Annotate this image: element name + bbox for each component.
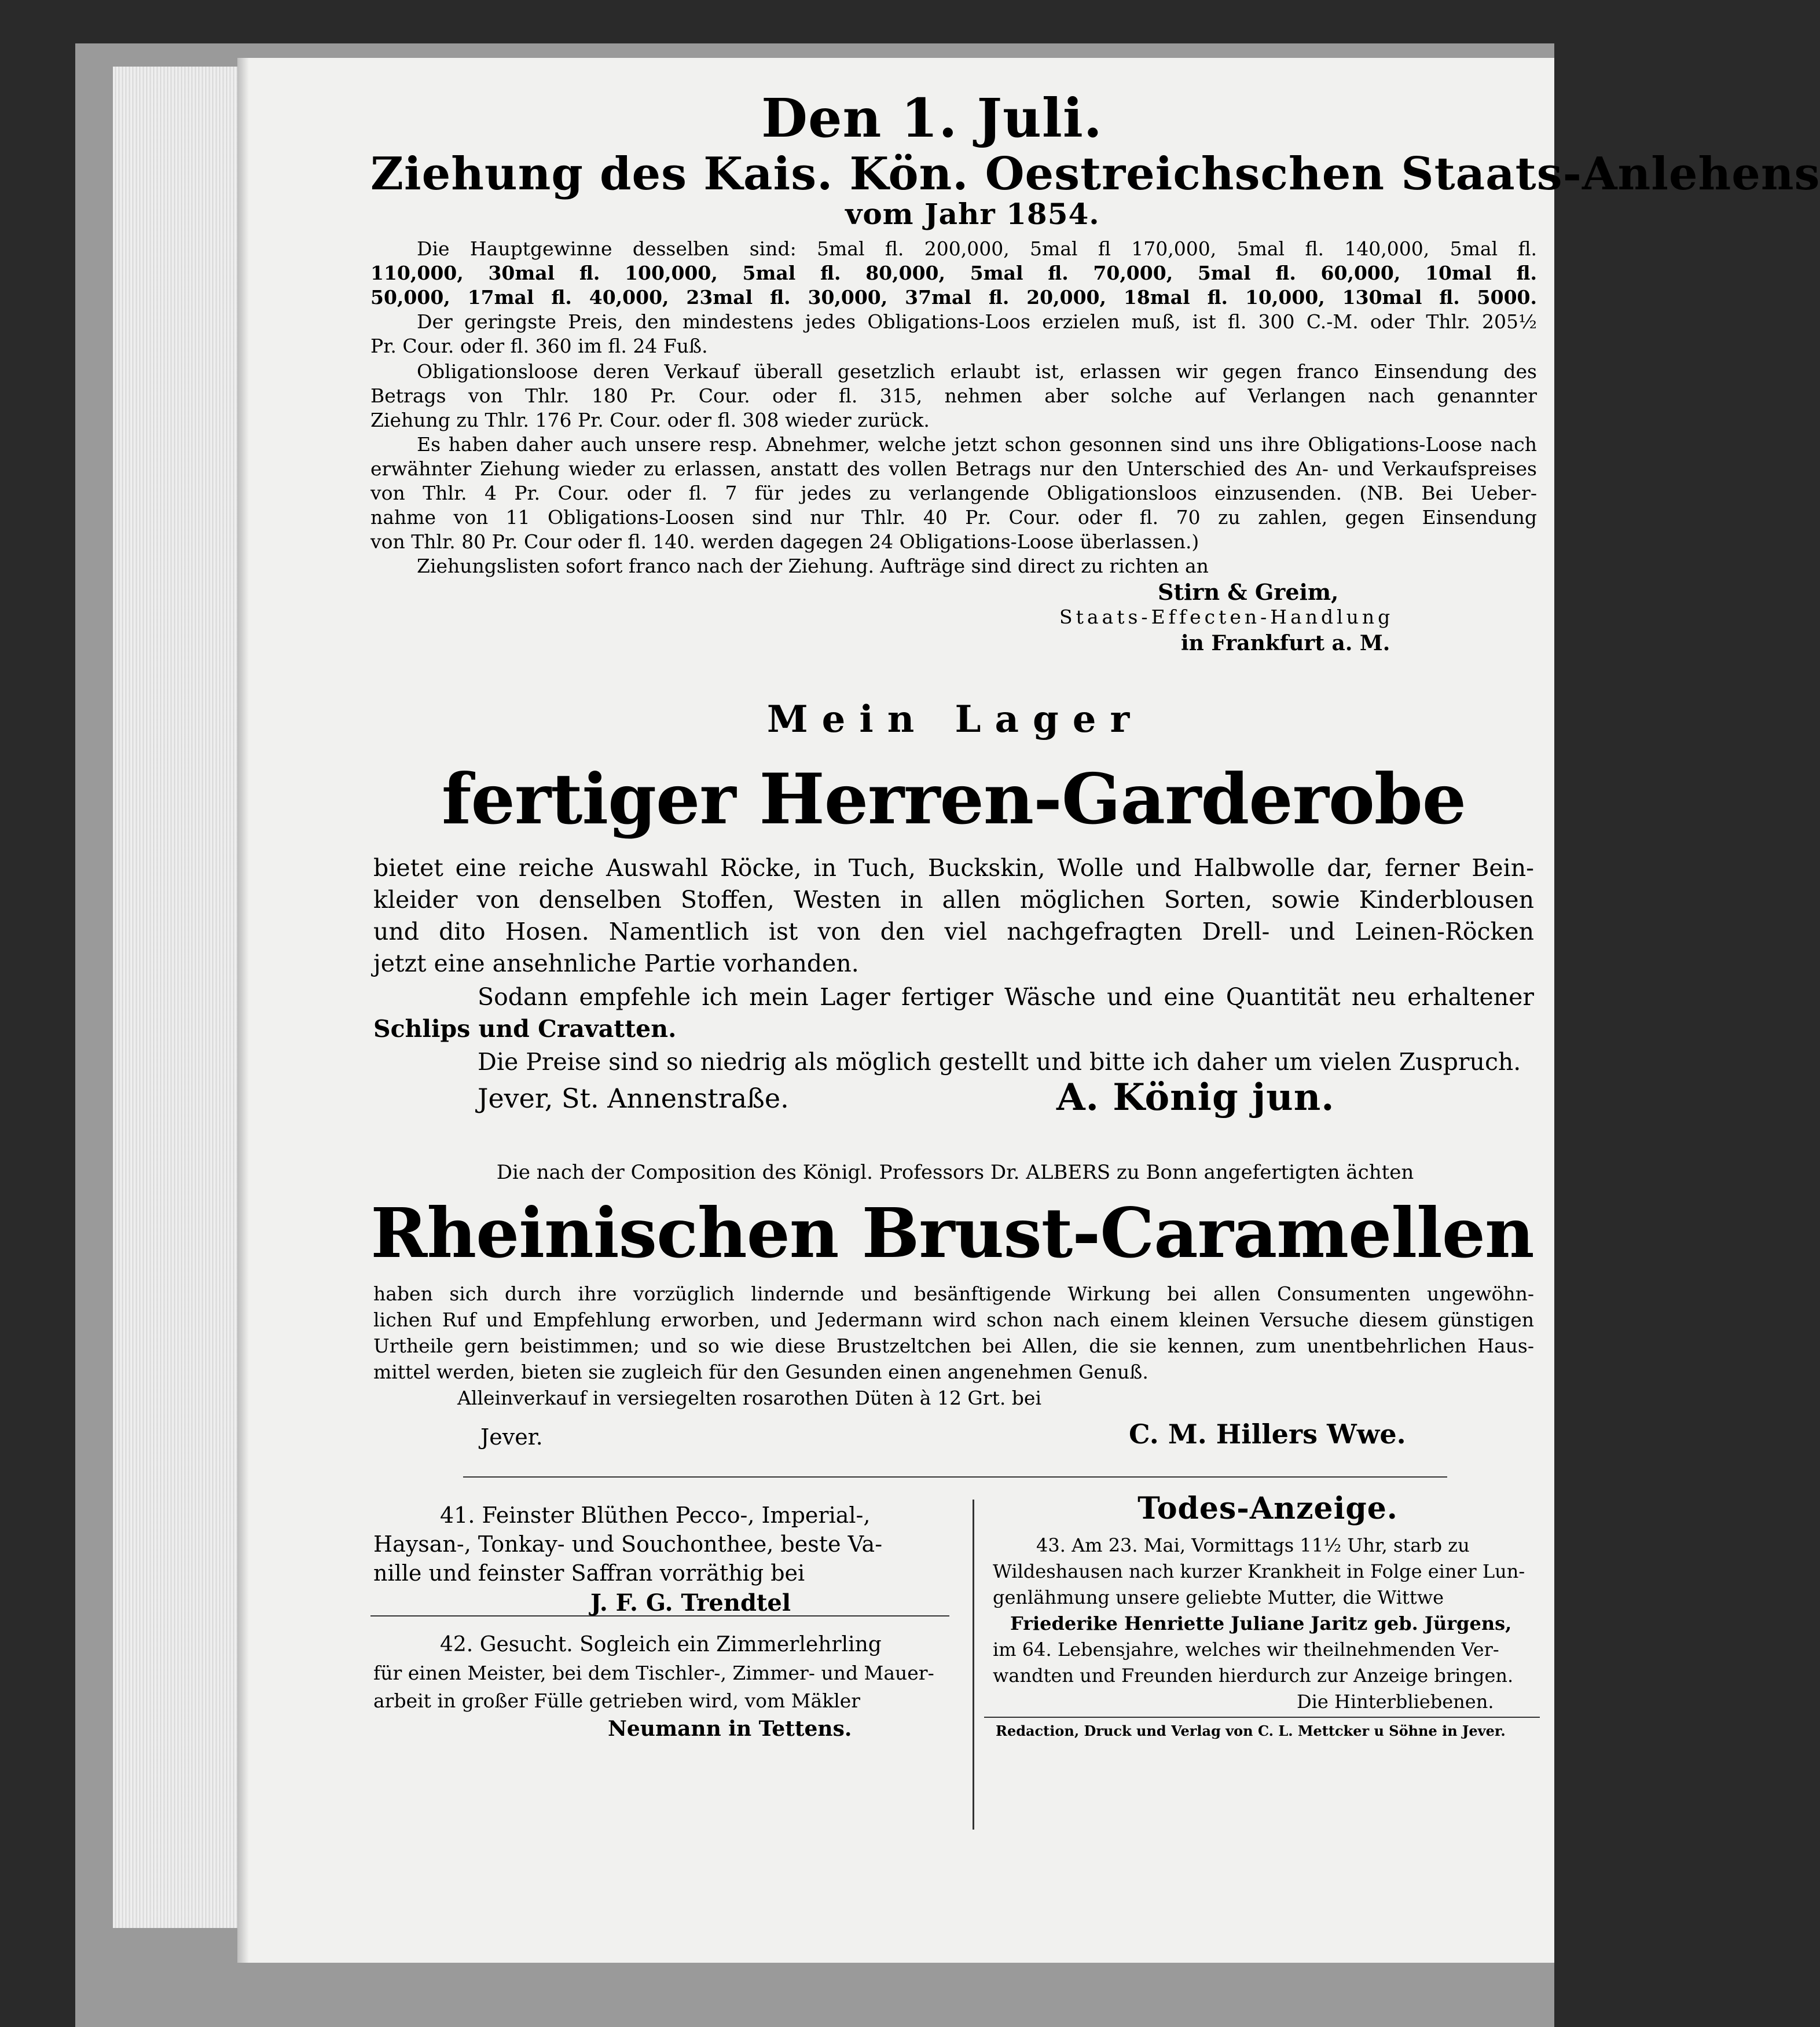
ad1-line: Die Hauptgewinne desselben sind: 5mal fl. 200,000, 5mal fl 170,000, 5mal fl. 140,000, 5mal fl. bbox=[417, 237, 1537, 260]
ad2-line: bietet eine reiche Auswahl Röcke, in Tuch, Buckskin, Wolle und Halbwolle dar, ferner Bein- bbox=[373, 854, 1534, 882]
ad3-line: lichen Ruf und Empfehlung erworben, und Jedermann wird schon nach einem kleinen Versuche diesem günstigen bbox=[373, 1308, 1534, 1331]
ad43-line: Friederike Henriette Juliane Jaritz geb. Jürgens, bbox=[1010, 1612, 1512, 1634]
ad1-line: Ziehungslisten sofort franco nach der Ziehung. Aufträge sind direct zu richten an bbox=[417, 555, 1209, 577]
ad2-line: kleider von denselben Stoffen, Westen in allen möglichen Sorten, sowie Kinderblousen bbox=[373, 886, 1534, 914]
ad1-line: Der geringste Preis, den mindestens jedes Obligations-Loos erzielen muß, ist fl. 300 C.-M. oder Thlr. 205½ bbox=[417, 310, 1537, 333]
ad42-signature: Neumann in Tettens. bbox=[608, 1717, 852, 1741]
ad1-line: Es haben daher auch unsere resp. Abnehmer, welche jetzt schon gesonnen sind uns ihre Obligations-Loose nach bbox=[417, 433, 1537, 456]
ad2-line: Sodann empfehle ich mein Lager fertiger Wäsche und eine Quantität neu erhaltener bbox=[478, 983, 1534, 1011]
ad42-line: für einen Meister, bei dem Tischler-, Zimmer- und Mauer- bbox=[373, 1662, 934, 1684]
ad1-subtitle: vom Jahr 1854. bbox=[845, 197, 1100, 231]
ad1-signature: Staats-Effecten-Handlung bbox=[1059, 606, 1394, 628]
ad1-line: Obligationsloose deren Verkauf überall gesetzlich erlaubt ist, erlassen wir gegen franco Einsendung des bbox=[417, 360, 1537, 383]
ad43-signature: Die Hinterbliebenen. bbox=[1297, 1691, 1494, 1713]
ad43-line: genlähmung unsere geliebte Mutter, die Wittwe bbox=[993, 1586, 1444, 1608]
ad1-line: Betrags von Thlr. 180 Pr. Cour. oder fl. 315, nehmen aber solche auf Verlangen nach genannter bbox=[370, 384, 1537, 407]
ad3-title: Rheinischen Brust-Caramellen bbox=[370, 1193, 1534, 1273]
ad3-signature: C. M. Hillers Wwe. bbox=[1129, 1418, 1406, 1450]
ad1-line: 110,000, 30mal fl. 100,000, 5mal fl. 80,000, 5mal fl. 70,000, 5mal fl. 60,000, 10mal fl. bbox=[370, 262, 1537, 284]
ad41-signature: J. F. G. Trendtel bbox=[590, 1589, 791, 1617]
ad2-signature: A. König jun. bbox=[1056, 1076, 1335, 1119]
ad3-place: Jever. bbox=[480, 1424, 543, 1450]
ad1-line: nahme von 11 Obligations-Loosen sind nur Thlr. 40 Pr. Cour. oder fl. 70 zu zahlen, gegen Einsendung bbox=[370, 506, 1537, 529]
separator-line bbox=[463, 1476, 1447, 1478]
ad2-line: und dito Hosen. Namentlich ist von den viel nachgefragten Drell- und Leinen-Röcken bbox=[373, 918, 1534, 945]
ad43-line: 43. Am 23. Mai, Vormittags 11½ Uhr, starb zu bbox=[1036, 1534, 1470, 1556]
ad2-line: Die Preise sind so niedrig als möglich gestellt und bitte ich daher um vielen Zuspruch. bbox=[478, 1048, 1521, 1076]
ad1-line: von Thlr. 80 Pr. Cour oder fl. 140. werden dagegen 24 Obligations-Loose überlassen.) bbox=[370, 530, 1199, 553]
ad1-signature: in Frankfurt a. M. bbox=[1181, 631, 1390, 655]
ad2-line: Schlips und Cravatten. bbox=[373, 1015, 677, 1043]
ad1-line: erwähnter Ziehung wieder zu erlassen, anstatt des vollen Betrags nur den Unterschied des An- und Verkaufspreises bbox=[370, 457, 1537, 480]
ad2-place: Jever, St. Annenstraße. bbox=[478, 1083, 789, 1114]
ad1-title: Ziehung des Kais. Kön. Oestreichschen Staats-Anlehens bbox=[370, 148, 1820, 200]
ad41-line: nille und feinster Saffran vorräthig bei bbox=[373, 1560, 805, 1586]
ad43-heading: Todes-Anzeige. bbox=[1138, 1491, 1398, 1526]
imprint: Redaction, Druck und Verlag von C. L. Mettcker u Söhne in Jever. bbox=[996, 1722, 1506, 1739]
separator-line bbox=[984, 1717, 1540, 1718]
ad3-line: mittel werden, bieten sie zugleich für den Gesunden einen angenehmen Genuß. bbox=[373, 1361, 1148, 1383]
ad1-line: Ziehung zu Thlr. 176 Pr. Cour. oder fl. 308 wieder zurück. bbox=[370, 409, 930, 431]
ad42-line: 42. Gesucht. Sogleich ein Zimmerlehrling bbox=[440, 1633, 882, 1656]
ad3-line: haben sich durch ihre vorzüglich lindernde und besänftigende Wirkung bei allen Consumenten ungewöhn- bbox=[373, 1282, 1534, 1305]
page-edges bbox=[113, 67, 241, 1928]
ad1-date: Den 1. Juli. bbox=[761, 87, 1103, 149]
ad2-line: jetzt eine ansehnliche Partie vorhanden. bbox=[373, 950, 859, 977]
ad41-line: Haysan-, Tonkay- und Souchonthee, beste Va- bbox=[373, 1531, 883, 1557]
ad1-line: von Thlr. 4 Pr. Cour. oder fl. 7 für jedes zu verlangende Obligationsloos einzusenden. (NB. Bei Ueber- bbox=[370, 482, 1537, 504]
ad3-intro: Die nach der Composition des Königl. Professors Dr. ALBERS zu Bonn angefertigten ächten bbox=[496, 1161, 1414, 1184]
ad3-line: Urtheile gern beistimmen; und so wie diese Brustzeltchen bei Allen, die sie kennen, zum unentbehrlichen Haus- bbox=[373, 1335, 1534, 1357]
ad2-title: fertiger Herren-Garderobe bbox=[441, 758, 1466, 840]
ad43-line: im 64. Lebensjahre, welches wir theilnehmenden Ver- bbox=[993, 1639, 1499, 1661]
ad42-line: arbeit in großer Fülle getrieben wird, vom Mäkler bbox=[373, 1689, 861, 1712]
ad43-line: Wildeshausen nach kurzer Krankheit in Folge einer Lun- bbox=[993, 1560, 1525, 1582]
ad3-line: Alleinverkauf in versiegelten rosarothen Düten à 12 Grt. bei bbox=[457, 1387, 1042, 1409]
ad1-line: Pr. Cour. oder fl. 360 im fl. 24 Fuß. bbox=[370, 335, 708, 357]
column-divider bbox=[973, 1500, 974, 1830]
page-gutter bbox=[237, 58, 249, 1963]
ad41-line: 41. Feinster Blüthen Pecco-, Imperial-, bbox=[440, 1502, 871, 1528]
ad1-line: 50,000, 17mal fl. 40,000, 23mal fl. 30,000, 37mal fl. 20,000, 18mal fl. 10,000, 130mal fl. 5000. bbox=[370, 286, 1537, 309]
ad2-heading: Mein Lager bbox=[766, 698, 1144, 741]
ad43-line: wandten und Freunden hierdurch zur Anzeige bringen. bbox=[993, 1665, 1514, 1687]
ad1-signature: Stirn & Greim, bbox=[1158, 579, 1339, 605]
